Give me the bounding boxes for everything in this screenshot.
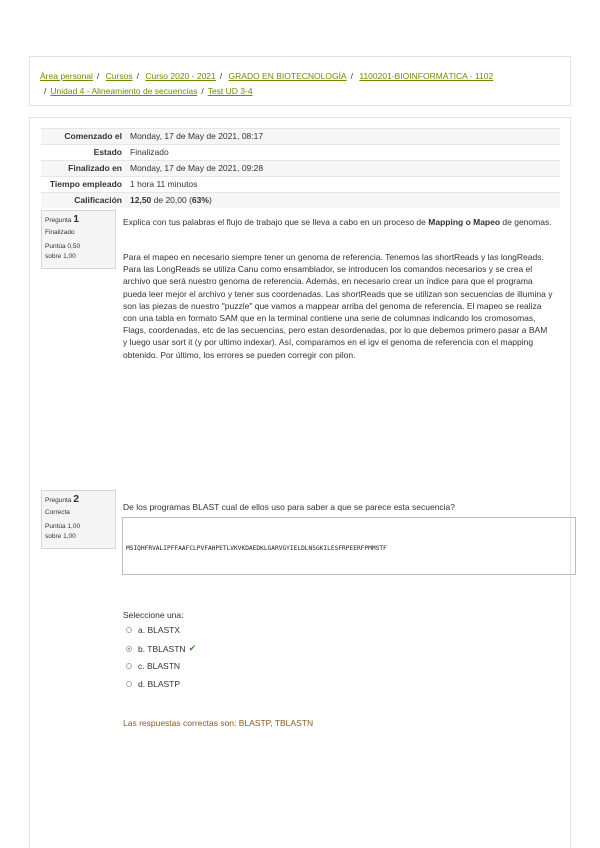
summary-label: Estado: [41, 145, 128, 161]
question-label: Pregunta: [45, 497, 72, 504]
radio-button[interactable]: [126, 681, 132, 687]
breadcrumb-unidad-4[interactable]: Unidad 4 - Alineamiento de secuencias: [50, 86, 198, 96]
summary-row: [41, 161, 560, 177]
summary-row: [41, 177, 560, 193]
breadcrumb-grado[interactable]: GRADO EN BIOTECNOLOGÍA: [228, 71, 347, 81]
breadcrumb-separator: /: [350, 71, 353, 81]
option-d[interactable]: [126, 679, 180, 689]
summary-row: [41, 145, 560, 161]
question-grade-line: sobre 1,00: [45, 533, 76, 540]
grade-total: de 20,00 (: [151, 195, 192, 205]
question-grade-line: sobre 1,00: [45, 253, 76, 260]
summary-label: Finalizado en: [41, 161, 128, 177]
question-text-part: de genomas.: [500, 217, 552, 227]
summary-value: Monday, 17 de May de 2021, 09:28: [128, 161, 560, 177]
sequence-line: MSIQHFRVALIPFFAAFCLPVFAHPETLVKVKDAEDKLGARVGYIELDLNSGKILESFRPEERFPMMSTF: [126, 545, 387, 552]
question-2-text: De los programas BLAST cual de ellos uso para saber a que se parece esta secuencia?: [123, 502, 456, 512]
question-1-text: [123, 216, 553, 228]
radio-button[interactable]: [126, 627, 132, 633]
breadcrumb-cursos[interactable]: Cursos: [105, 71, 133, 81]
select-one-label: Seleccione una:: [123, 610, 184, 620]
check-icon: ✔: [188, 643, 197, 653]
sequence-box: [122, 517, 576, 575]
question-grade-line: Puntúa 1,00: [45, 523, 81, 530]
question-1-answer: Para el mapeo en necesario siempre tener un genoma de referencia. Tenemos las shortReads y las longReads. Para las LongReads se utiliza Canu como ensamblador, se introducen los comandos necesarios y se crea el archivo que será nuestro genoma de referencia. Además, en necesario crear un índice para que el programa pueda leer mejor el archivo y tener sus coordenadas. Las shortReads que se utilizan son secuencias de illumina y son las piezas de nuestro "puzzle" que vamos a mappear arriba del genoma de referencia. El mapeo se realiza con una tabla en formato SAM que en la terminal contiene una serie de columnas indicando los cromosomas, Flags, coordenadas, etc de las secuencias, pero estan desordenadas, por lo que debemos primero pasar a BAM y luego usar sort it (y por ultimo indexar). Así, comparamos en el igv el genoma de referencia con el mapping obtenido. Por último, los errores se pueden corregir con pilon.: [123, 252, 553, 360]
option-b[interactable]: [126, 643, 196, 654]
summary-value: 1 hora 11 minutos: [128, 177, 560, 193]
summary-value: Finalizado: [128, 145, 560, 161]
summary-label: Tiempo empleado: [41, 177, 128, 193]
option-label: a. BLASTX: [138, 625, 181, 635]
breadcrumb-separator: /: [44, 86, 47, 96]
summary-row: [41, 129, 560, 145]
question-grade: [45, 242, 112, 262]
grade-score: 12,50: [130, 195, 152, 205]
question-text-bold: Mapping o Mapeo: [428, 217, 501, 227]
option-label: c. BLASTN: [138, 661, 181, 671]
summary-label: Comenzado el: [41, 129, 128, 145]
breadcrumb-area-personal[interactable]: Área personal: [40, 71, 93, 81]
question-2-info: [41, 490, 116, 549]
breadcrumb-separator: /: [201, 86, 204, 96]
question-label: Pregunta: [45, 217, 72, 224]
breadcrumb-bioinformatica[interactable]: 1100201-BIOINFORMÁTICA - 1102: [359, 71, 494, 81]
grade-percent: 63%: [191, 195, 209, 205]
option-c[interactable]: [126, 661, 180, 671]
question-1-info: [41, 210, 116, 269]
question-state: Finalizado: [45, 229, 75, 236]
grade-close: ): [208, 195, 212, 205]
option-a[interactable]: [126, 625, 180, 635]
correct-answer-feedback: Las respuestas correctas son: BLASTP, TBLASTN: [123, 718, 314, 728]
option-label: b. TBLASTN: [138, 643, 186, 654]
attempt-summary-table: [41, 128, 560, 208]
breadcrumb-test[interactable]: Test UD 3-4: [207, 86, 253, 96]
question-number: 2: [73, 493, 80, 505]
radio-button-selected[interactable]: [126, 646, 132, 652]
breadcrumb-separator: /: [96, 71, 100, 81]
option-label: d. BLASTP: [138, 679, 181, 689]
summary-label: Calificación: [41, 193, 128, 209]
summary-row: [41, 193, 560, 209]
question-text-part: Explica con tus palabras el flujo de trabajo que se lleva a cabo en un proceso de: [123, 217, 429, 227]
breadcrumb-separator: /: [219, 71, 223, 81]
question-grade-line: Puntúa 0,50: [45, 243, 81, 250]
summary-value: Monday, 17 de May de 2021, 08:17: [128, 129, 560, 145]
question-state: Correcta: [45, 509, 70, 516]
summary-value: [128, 193, 560, 209]
question-grade: [45, 522, 112, 542]
breadcrumb-curso-2020-2021[interactable]: Curso 2020 - 2021: [145, 71, 216, 81]
question-number: 1: [73, 213, 80, 225]
radio-button[interactable]: [126, 663, 132, 669]
breadcrumb: [29, 56, 571, 106]
breadcrumb-separator: /: [136, 71, 139, 81]
